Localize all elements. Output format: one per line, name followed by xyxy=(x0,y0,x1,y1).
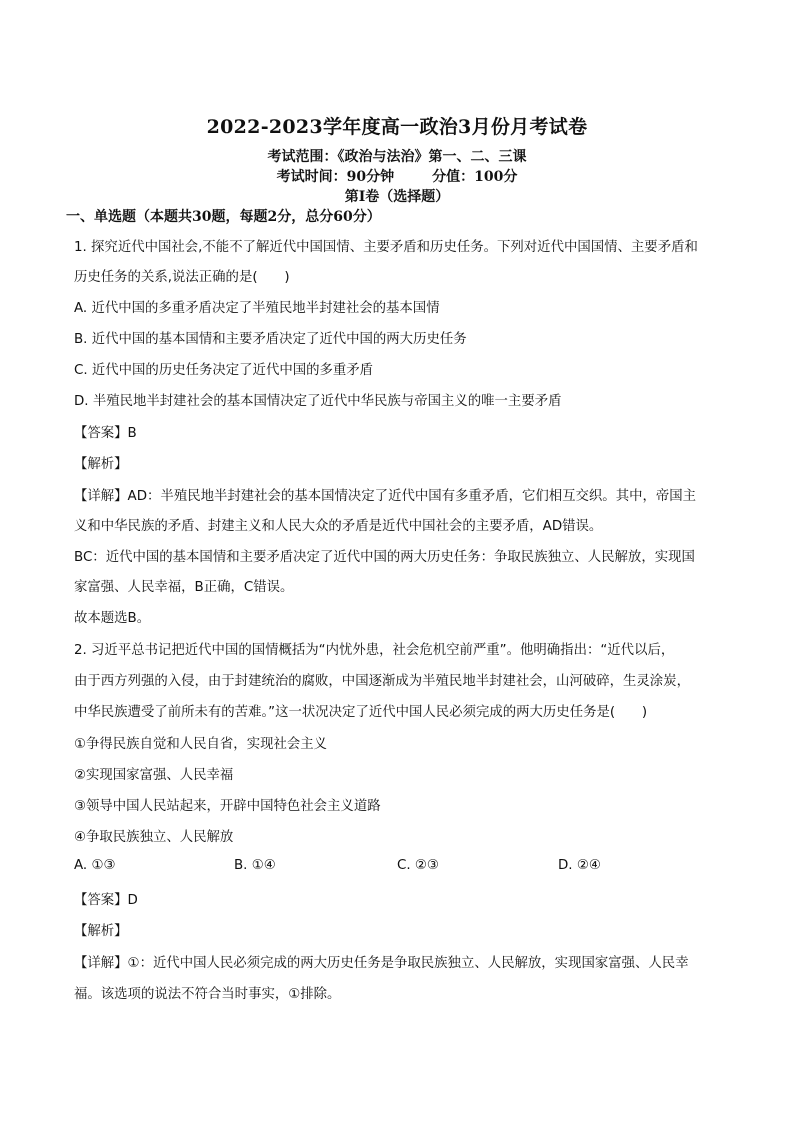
q1-detail-line-4: 家富强、人民幸福，B正确，C错误。 xyxy=(74,580,294,595)
q2-stem-line-1: 2. 习近平总书记把近代中国的国情概括为“内忧外患，社会危机空前严重”。他明确指出：“近代以后， xyxy=(74,643,675,658)
q1-option-c: C. 近代中国的历史任务决定了近代中国的多重矛盾 xyxy=(74,363,374,378)
q2-item-1: ①争得民族自觉和人民自省，实现社会主义 xyxy=(74,737,328,752)
exam-score: 分值：100分 xyxy=(432,169,518,185)
q1-detail-line-2: 义和中华民族的矛盾、封建主义和人民大众的矛盾是近代中国社会的主要矛盾，AD错误。 xyxy=(74,519,603,534)
q2-detail-line-2: 福。该选项的说法不符合当时事实，①排除。 xyxy=(74,987,341,1002)
q1-conclusion: 故本题选B。 xyxy=(74,611,151,626)
q1-option-b: B. 近代中国的基本国情和主要矛盾决定了近代中国的两大历史任务 xyxy=(74,332,467,347)
q2-item-3: ③领导中国人民站起来，开辟中国特色社会主义道路 xyxy=(74,799,381,814)
q2-option-a: A. ①③ xyxy=(74,858,116,873)
q1-option-d: D. 半殖民地半封建社会的基本国情决定了近代中华民族与帝国主义的唯一主要矛盾 xyxy=(74,394,562,409)
q1-answer: 【答案】B xyxy=(74,426,137,441)
exam-time-score xyxy=(0,166,794,186)
q1-stem-line-2: 历史任务的关系,说法正确的是( ) xyxy=(74,270,290,285)
q2-analysis-label: 【解析】 xyxy=(74,924,128,939)
q2-item-4: ④争取民族独立、人民解放 xyxy=(74,830,234,845)
section-title: 一、单选题（本题共30题，每题2分，总分60分） xyxy=(66,209,381,225)
q1-option-a: A. 近代中国的多重矛盾决定了半殖民地半封建社会的基本国情 xyxy=(74,301,440,316)
q2-item-2: ②实现国家富强、人民幸福 xyxy=(74,768,234,783)
q2-option-b: B. ①④ xyxy=(234,858,276,873)
q1-stem-line-1: 1. 探究近代中国社会,不能不了解近代中国国情、主要矛盾和历史任务。下列对近代中国国情、主要矛盾和 xyxy=(74,240,698,255)
q2-detail-line-1: 【详解】①：近代中国人民必须完成的两大历史任务是争取民族独立、人民解放，实现国家富强、人民幸 xyxy=(74,956,689,971)
exam-time: 考试时间：90分钟 xyxy=(276,169,395,185)
q1-analysis-label: 【解析】 xyxy=(74,457,128,472)
q2-answer: 【答案】D xyxy=(74,893,138,908)
q2-stem-line-2: 由于西方列强的入侵，由于封建统治的腐败，中国逐渐成为半殖民地半封建社会，山河破碎，生灵涂炭， xyxy=(74,674,690,689)
q2-option-d: D. ②④ xyxy=(558,858,601,873)
exam-title: 2022-2023学年度高一政治3月份月考试卷 xyxy=(206,116,588,138)
q1-detail-line-1: 【详解】AD：半殖民地半封建社会的基本国情决定了近代中国有多重矛盾，它们相互交织。其中，帝国主 xyxy=(74,489,697,504)
q1-detail-line-3: BC：近代中国的基本国情和主要矛盾决定了近代中国的两大历史任务：争取民族独立、人民解放，实现国 xyxy=(74,550,695,565)
q2-stem-line-3: 中华民族遭受了前所未有的苦难。”这一状况决定了近代中国人民必须完成的两大历史任务是( ) xyxy=(74,705,648,720)
q2-option-c: C. ②③ xyxy=(397,858,439,873)
exam-scope: 考试范围：《政治与法治》第一、二、三课 xyxy=(267,149,527,165)
exam-volume: 第I卷（选择题） xyxy=(344,189,450,205)
